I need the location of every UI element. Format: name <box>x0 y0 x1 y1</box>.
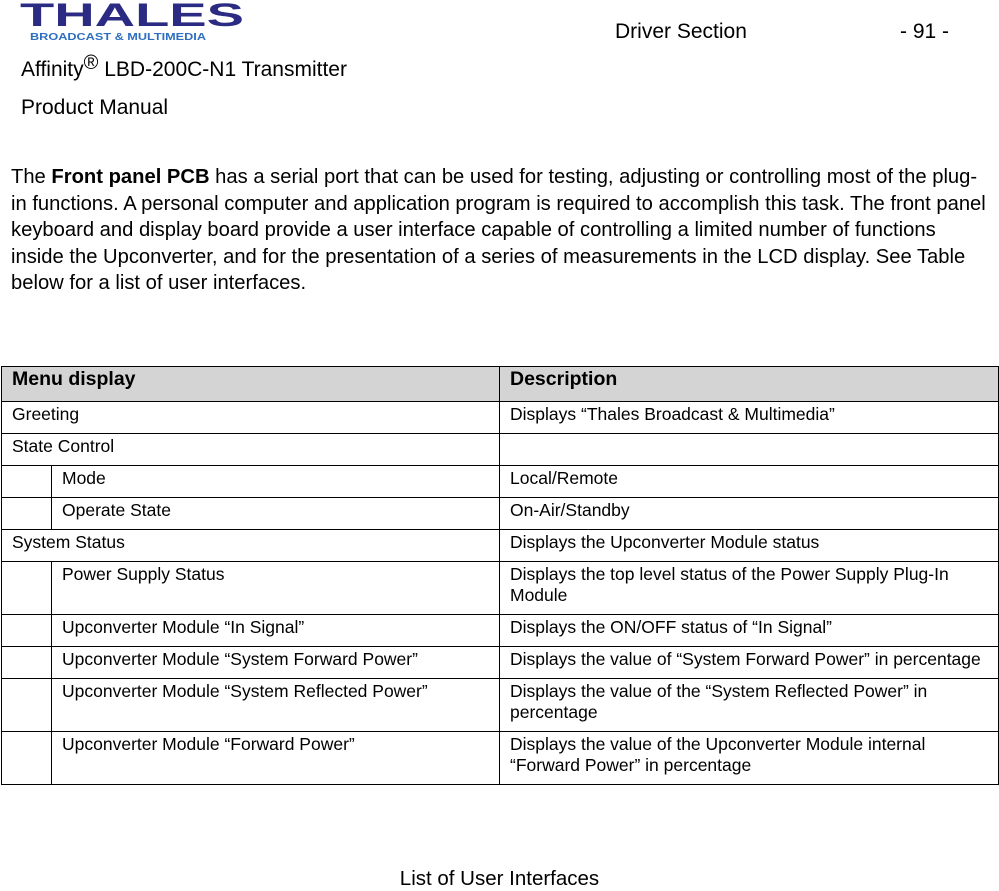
table-caption: List of User Interfaces <box>399 867 600 890</box>
header-doc-type: Product Manual <box>21 96 169 119</box>
menu-cell: System Status <box>2 530 500 562</box>
description-cell: Displays the ON/OFF status of “In Signal” <box>500 615 999 647</box>
table-row <box>2 466 999 498</box>
indent-cell <box>2 498 52 530</box>
indent-cell <box>2 732 52 785</box>
menu-cell: Greeting <box>2 402 500 434</box>
menu-cell: Upconverter Module “System Reflected Power” <box>52 679 500 732</box>
registered-mark: ® <box>83 52 99 74</box>
header-menu-display: Menu display <box>2 367 500 402</box>
menu-cell: Upconverter Module “Forward Power” <box>52 732 500 785</box>
description-cell: Displays the value of the “System Reflected Power” in percentage <box>500 679 999 732</box>
indent-cell <box>2 615 52 647</box>
table-row <box>2 732 999 785</box>
description-cell: Local/Remote <box>500 466 999 498</box>
description-cell: Displays the value of “System Forward Power” in percentage <box>500 647 999 679</box>
menu-cell: State Control <box>2 434 500 466</box>
menu-cell: Power Supply Status <box>52 562 500 615</box>
menu-cell: Upconverter Module “System Forward Power” <box>52 647 500 679</box>
description-cell: On-Air/Standby <box>500 498 999 530</box>
description-cell: Displays “Thales Broadcast & Multimedia” <box>500 402 999 434</box>
table-row <box>2 402 999 434</box>
menu-cell: Operate State <box>52 498 500 530</box>
header-section: Driver Section <box>615 20 747 43</box>
description-cell: Displays the value of the Upconverter Module internal “Forward Power” in percentage <box>500 732 999 785</box>
para-rest: has a serial port that can be used for testing, adjusting or controlling most of the plug-in functions. A personal computer and application program is required to accomplish this task. The front panel keyboard and display board provide a user interface capable of controlling a limited number of functions inside the Upconverter, and for the presentation of a series of measurements in the LCD display. See Table below for a list of user interfaces. <box>11 166 986 294</box>
user-interfaces-table <box>1 366 999 785</box>
para-bold-term: Front panel PCB <box>51 166 210 188</box>
indent-cell <box>2 466 52 498</box>
intro-paragraph <box>11 164 986 297</box>
logo-subtitle: BROADCAST & MULTIMEDIA <box>30 31 207 43</box>
table-row <box>2 679 999 732</box>
table-row <box>2 562 999 615</box>
indent-cell <box>2 647 52 679</box>
indent-cell <box>2 679 52 732</box>
thales-logo <box>20 0 246 44</box>
description-cell: Displays the top level status of the Power Supply Plug-In Module <box>500 562 999 615</box>
product-model: LBD-200C-N1 Transmitter <box>98 58 347 81</box>
description-cell: Displays the Upconverter Module status <box>500 530 999 562</box>
para-intro: The <box>11 166 52 188</box>
description-cell <box>500 434 999 466</box>
header-page-number: - 91 - <box>900 20 950 43</box>
table-row <box>2 434 999 466</box>
logo-wordmark: THALES <box>20 0 244 33</box>
header-product <box>21 52 347 82</box>
table-row <box>2 498 999 530</box>
menu-cell: Upconverter Module “In Signal” <box>52 615 500 647</box>
table-row <box>2 615 999 647</box>
header-description: Description <box>500 367 999 402</box>
indent-cell <box>2 562 52 615</box>
table-row <box>2 647 999 679</box>
menu-cell: Mode <box>52 466 500 498</box>
table-header-row <box>2 367 999 402</box>
product-name: Affinity <box>21 58 84 81</box>
table-row <box>2 530 999 562</box>
